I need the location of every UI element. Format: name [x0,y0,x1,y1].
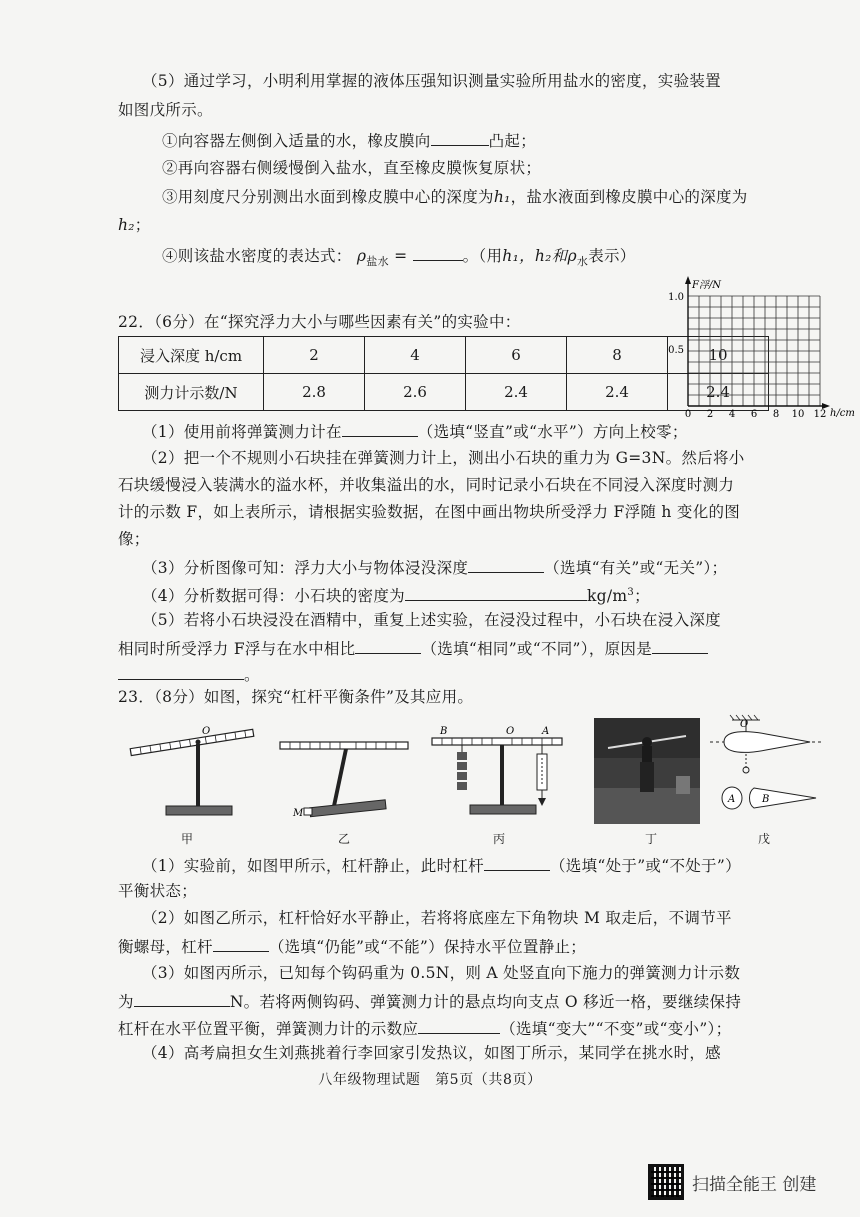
q21-step1-text: ①向容器左侧倒入适量的水，橡皮膜向 [162,132,431,150]
figure-bing-lever [428,720,568,820]
unit-kg-m: kg/m [586,587,628,606]
q23-p1 [142,853,741,877]
answer-blank[interactable] [431,128,489,146]
q23-p2-text: （2）如图乙所示，杠杆恰好水平静止，若将将底座左下角物块 M 取走后，不调节平 [142,909,732,927]
h2-symbol: h₂ [118,216,135,234]
qr-code-icon [648,1164,684,1200]
rho-symbol: ρ [356,247,367,265]
q23-p3-line3 [118,1016,731,1040]
q21-step3 [162,186,748,208]
q22-p5-tail: 。 [244,666,260,684]
point-label-b: B [440,726,448,737]
q22-p2-line2 [118,474,734,496]
part-label-a: A [728,794,736,805]
q21-p5-intro-tail: 如图戊所示。 [118,101,213,119]
q22-title-text: 22．（6分）在“探究浮力大小与哪些因素有关”的实验中： [118,313,521,331]
figure-label-yi: 乙 [337,832,350,846]
q21-step4-tail: 表示） [588,247,636,265]
q23-p2-line1 [142,907,732,929]
x-tick-label: 2 [706,409,714,418]
q21-step3-text2: ，盐水液面到橡皮膜中心的深度为 [510,188,748,206]
answer-blank[interactable] [484,853,550,871]
answer-blank[interactable] [468,555,544,573]
q23-title-text: 23．（8分）如图，探究“杠杆平衡条件”及其应用。 [118,688,474,706]
q22-p5-line2 [118,636,708,660]
figure-jia-lever [126,720,256,820]
q23-p3-text3: N。若将两侧钩码、弹簧测力计的悬点均向支点 O 移近一格，要继续保持 [229,993,742,1011]
table-header-depth: 浸入深度 h/cm [119,337,264,374]
table-cell: 2.6 [365,374,466,411]
block-label-m: M [293,808,304,819]
q23-p3-text4: 杠杆在水平位置平衡，弹簧测力计的示数应 [118,1020,419,1038]
table-cell: 8 [567,337,668,374]
q21-p5-line2 [118,99,213,121]
figure-ding-photo [594,718,700,824]
q22-p2-line1 [142,447,745,469]
pivot-label-o: O [506,726,515,737]
point-label-a: A [542,726,550,737]
y-tick-label: 0.5 [668,345,684,356]
table-header-reading: 测力计示数/N [119,374,264,411]
answer-blank[interactable] [118,662,244,680]
variables-text: h₁，h₂和ρ [502,247,577,265]
q23-p4-text: （4）高考扁担女生刘燕挑着行李回家引发热议，如图丁所示，某同学在挑水时，感 [142,1044,721,1062]
table-cell: 2.4 [567,374,668,411]
q22-p1-text: （1）使用前将弹簧测力计在 [142,423,342,441]
table-cell: 2.8 [264,374,365,411]
q22-p4-text: （4）分析数据可得：小石块的密度为 [142,587,405,606]
q23-p2-line2 [118,934,586,958]
x-tick-label: 4 [728,409,736,418]
q21-step4 [162,243,636,273]
q22-p5-text2: 相同时所受浮力 F浮与在水中相比 [118,640,356,658]
q22-p2-text: （2）把一个不规则小石块挂在弹簧测力计上，测出小石块的重力为 G=3N。然后将小 [142,449,745,467]
x-tick-labels [685,409,827,418]
q22-p1-tail: （选填“竖直”或“水平”）方向上校零； [417,423,688,441]
q21-step3-tail: ； [134,216,151,234]
q22-p4-tail: ； [634,587,650,606]
figure-wu-diagram [706,712,826,824]
x-tick-label: 0 [684,409,692,418]
q21-step3-text: ③用刻度尺分别测出水面到橡皮膜中心的深度为 [162,188,494,206]
q23-p1-text2: 平衡状态； [118,882,198,900]
q23-p1-text: （1）实验前，如图甲所示，杠杆静止，此时杠杆 [142,857,484,875]
q22-p2-text4: 像； [118,530,150,548]
unit-superscript: 3 [627,587,635,598]
table-cell: 2 [264,337,365,374]
answer-blank[interactable] [652,636,708,654]
q21-step4-text: ④则该盐水密度的表达式： [162,247,352,265]
table-cell: 4 [365,337,466,374]
q23-p2-tail: （选填“仍能”或“不能”）保持水平位置静止； [268,938,587,956]
answer-blank[interactable] [405,583,587,601]
q22-p5-line1 [142,609,721,631]
y-axis-arrow [685,276,691,284]
q23-p4-line1 [142,1042,721,1064]
h1-symbol: h₁ [493,188,511,206]
q22-p3-tail: （选填“有关”或“无关”）； [544,559,728,577]
q22-p5-text: （5）若将小石块浸没在酒精中，重复上述实验，在浸没过程中，小石块在浸入深度 [142,611,721,629]
answer-blank[interactable] [413,243,463,261]
x-tick-label: 10 [791,409,805,418]
q23-p1-cont [118,880,197,902]
figure-label-bing: 丙 [492,832,505,846]
q23-p3-line2 [118,989,741,1013]
q21-step2-text: ②再向容器右侧缓慢倒入盐水，直至橡皮膜恢复原状； [162,159,542,177]
q22-p5-text3: （选填“相同”或“不同”），原因是 [421,640,653,658]
x-tick-label: 12 [813,409,827,418]
q22-p2-line3 [118,501,740,523]
q22-p1 [142,419,688,443]
q21-step1-tail: 凸起； [488,132,537,150]
q21-step2 [162,157,541,179]
q23-p1-tail: （选填“处于”或“不处于”） [549,857,741,875]
q22-p2-text2: 石块缓慢浸入装满水的溢水杯，并收集溢出的水，同时记录小石块在不同浸入深度时测力 [118,476,735,494]
q22-p5-line3 [118,662,260,686]
graph-grid [688,296,820,406]
q22-p3 [142,555,727,579]
q22-p3-text: （3）分析图像可知：浮力大小与物体浸没深度 [142,559,469,577]
q21-p5-intro-text: （5）通过学习，小明利用掌握的液体压强知识测量实验所用盐水的密度，实验装置 [142,72,721,90]
graph-y-label: F浮/N [692,280,722,291]
x-tick-label: 6 [750,409,758,418]
q22-p4 [142,582,650,607]
q23-p3-text2: 为 [118,993,134,1011]
scanner-watermark [648,1164,816,1200]
q22-title [118,311,521,333]
part-label-b: B [762,794,770,805]
answer-blank[interactable] [213,934,269,952]
figure-label-jia: 甲 [180,832,193,846]
graph-x-label: h/cm [830,408,855,418]
q23-title [118,686,473,708]
q23-p3-line1 [142,962,740,984]
figure-yi-lever [276,720,412,820]
answer-blank[interactable] [134,989,230,1007]
answer-blank[interactable] [418,1016,500,1034]
q23-p3-text: （3）如图丙所示，已知每个钩码重为 0.5N，则 A 处竖直向下施力的弹簧测力计示数 [142,964,741,982]
rho-subscript: 盐水 [366,255,389,269]
q23-p2-text2: 衡螺母，杠杆 [118,938,213,956]
figure-label-ding: 丁 [644,832,657,846]
q22-p2-line4 [118,528,150,550]
q23-p3-tail: （选填“变大”“不变”或“变小”）； [500,1020,732,1038]
answer-blank[interactable] [355,636,421,654]
q21-step4-paren: 。（用 [462,247,503,265]
equals-sign: = [388,247,413,265]
y-tick-label: 1.0 [668,292,684,303]
table-cell: 2.4 [466,374,567,411]
table-cell: 2.4 [668,374,769,411]
page-footer: 八年级物理试题 第5页（共8页） [318,1072,542,1088]
buoyancy-graph[interactable] [662,276,858,418]
rho-water-subscript: 水 [576,255,589,269]
x-tick-label: 8 [772,409,780,418]
q22-p2-text3: 计的示数 F，如上表所示，请根据实验数据，在图中画出物块所受浮力 F浮随 h 变化的图 [118,503,741,521]
q21-p5-line1 [142,70,721,92]
answer-blank[interactable] [342,419,418,437]
figure-label-wu: 戊 [757,832,770,846]
pivot-label-o: O [740,719,749,730]
pivot-label-o: O [202,726,211,737]
q21-step1 [162,128,536,152]
table-cell: 10 [668,337,769,374]
watermark-text: 扫描全能王 创建 [692,1174,817,1195]
table-cell: 6 [466,337,567,374]
q21-step3-cont [118,214,151,236]
